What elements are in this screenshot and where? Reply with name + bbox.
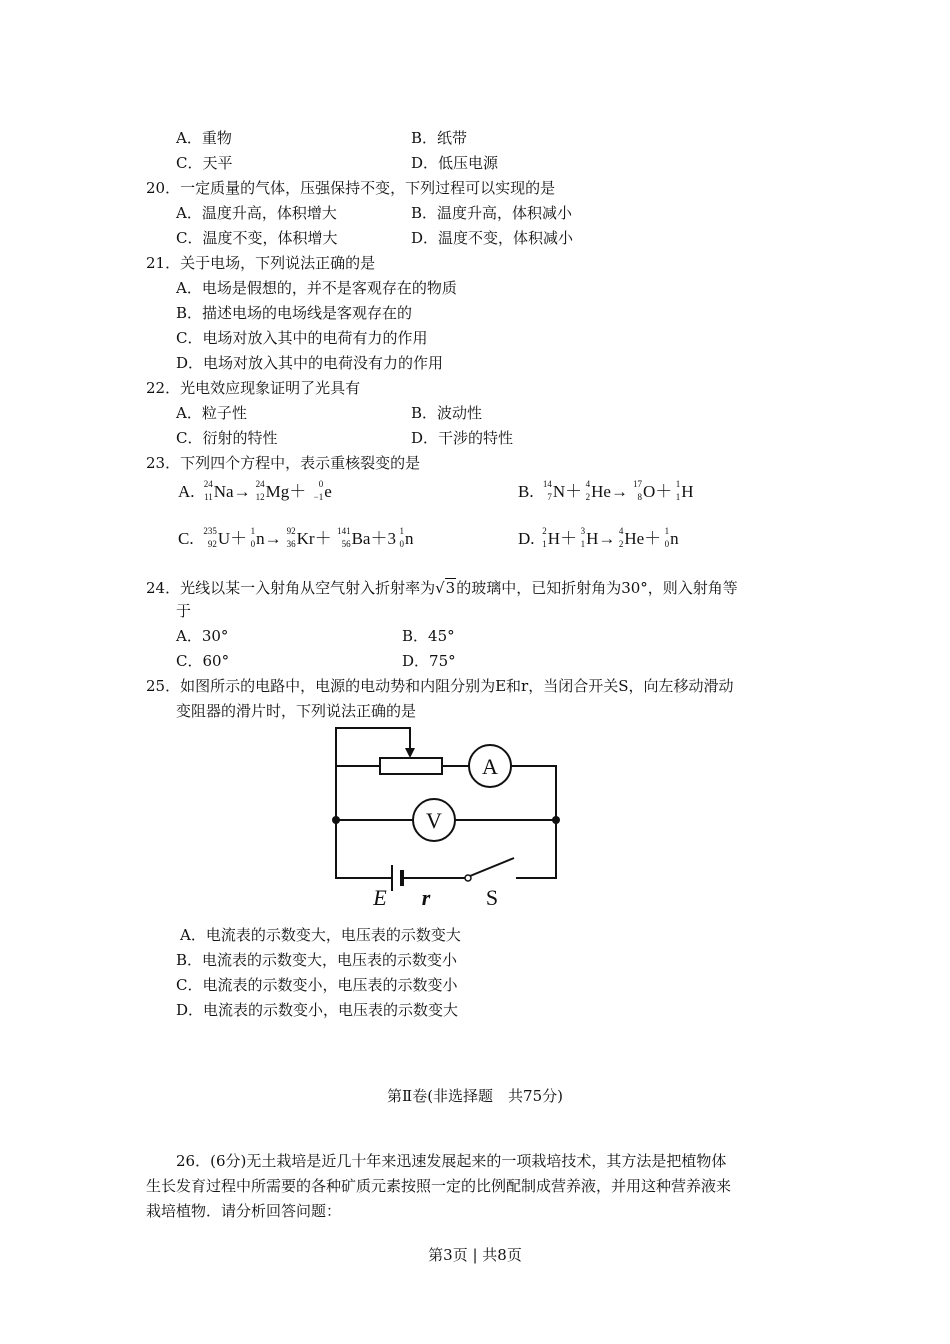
plus: ＋ <box>230 529 248 548</box>
nuclide-symbol: N <box>552 482 566 501</box>
wire-battery-left <box>336 820 392 878</box>
wire-switch-right <box>516 820 556 878</box>
q24-stem-post: 的玻璃中，已知折射角为30°，则入射角等 <box>456 579 738 597</box>
wire-ammeter-right <box>511 766 556 820</box>
emf-label: E <box>373 885 387 910</box>
atomic-number: 0 <box>250 539 256 549</box>
q20-option-c: C．温度不变，体积增大 <box>176 229 338 247</box>
mass-number: 4 <box>585 479 591 489</box>
q19-option-b: B．纸带 <box>411 129 468 147</box>
q21-stem: 21．关于电场，下列说法正确的是 <box>146 254 376 272</box>
plus: ＋3 <box>370 529 396 548</box>
mass-number: 1 <box>664 526 670 536</box>
atomic-number: 0 <box>664 539 670 549</box>
mass-number: 0 <box>318 479 324 489</box>
q22-stem: 22．光电效应现象证明了光具有 <box>146 379 361 397</box>
mass-number: 1 <box>250 526 256 536</box>
q20-option-d: D．温度不变，体积减小 <box>411 229 574 247</box>
q25-stem-line2: 变阻器的滑片时，下列说法正确的是 <box>176 702 417 720</box>
nuclide-symbol: e <box>324 482 332 501</box>
atomic-number: 11 <box>204 492 213 502</box>
nuclide-symbol: n <box>670 529 679 548</box>
nuclide-symbol: H <box>681 482 694 501</box>
mass-number: 1 <box>399 526 404 536</box>
atomic-number: 2 <box>585 492 591 502</box>
mass-number: 24 <box>203 479 213 489</box>
q26-line1: 26．(6分)无土栽培是近几十年来迅速发展起来的一项栽培技术，其方法是把植物体 <box>176 1152 727 1170</box>
q24-stem-line2: 于 <box>176 602 192 620</box>
q23-option-d <box>518 528 679 550</box>
mass-number: 235 <box>203 526 217 536</box>
mass-number: 17 <box>632 479 642 489</box>
q22-option-c: C．衍射的特性 <box>176 429 278 447</box>
q24-option-a: A．30° <box>176 627 229 645</box>
q20-stem: 20．一定质量的气体，压强保持不变，下列过程可以实现的是 <box>146 179 556 197</box>
q21-option-a: A．电场是假想的，并不是客观存在的物质 <box>176 279 457 297</box>
switch-blade <box>470 858 514 876</box>
q22-option-b: B．波动性 <box>411 404 483 422</box>
q24-option-b: B．45° <box>402 627 455 645</box>
q26-line2: 生长发育过程中所需要的各种矿质元素按照一定的比例配制成营养液，并用这种营养液来 <box>146 1177 732 1195</box>
arrow: → <box>264 529 282 548</box>
option-label: D. <box>518 529 535 548</box>
q20-option-b: B．温度升高，体积减小 <box>411 204 573 222</box>
q22-option-a: A．粒子性 <box>176 404 247 422</box>
junction-node-left <box>332 816 340 824</box>
mass-number: 4 <box>618 526 624 536</box>
atomic-number: 56 <box>341 539 351 549</box>
mass-number: 141 <box>337 526 351 536</box>
plus: ＋ <box>565 482 583 501</box>
nuclide-symbol: Mg <box>265 482 290 501</box>
q24-stem-pre: 24．光线以某一入射角从空气射入折射率为 <box>146 579 436 597</box>
q25-option-a: A．电流表的示数变大，电压表的示数变大 <box>180 926 461 944</box>
slider-arrow-icon <box>405 748 415 758</box>
atomic-number: 7 <box>547 492 552 502</box>
atomic-number: 8 <box>637 492 642 502</box>
atomic-number: 1 <box>580 539 586 549</box>
q21-option-c: C．电场对放入其中的电荷有力的作用 <box>176 329 428 347</box>
atomic-number: 92 <box>207 539 217 549</box>
q19-option-c: C．天平 <box>176 154 233 172</box>
q24-option-d: D．75° <box>402 652 456 670</box>
q26-line3: 栽培植物．请分析回答问题： <box>146 1202 342 1220</box>
mass-number: 92 <box>286 526 296 536</box>
switch-pivot <box>465 875 471 881</box>
sqrt-sign: √ <box>435 579 445 597</box>
nuclide-symbol: O <box>642 482 656 501</box>
nuclide-symbol: Ba <box>351 529 371 548</box>
atomic-number: 1 <box>542 539 547 549</box>
mass-number: 3 <box>580 526 586 536</box>
nuclide-symbol: He <box>591 482 611 501</box>
q23-stem: 23．下列四个方程中，表示重核裂变的是 <box>146 454 421 472</box>
switch-label: S <box>485 885 499 910</box>
arrow: → <box>610 482 628 501</box>
mass-number: 2 <box>542 526 547 536</box>
nuclide-symbol: H <box>586 529 599 548</box>
atomic-number: −1 <box>313 492 324 502</box>
plus: ＋ <box>560 529 578 548</box>
plus: ＋ <box>314 529 332 548</box>
option-label: C. <box>178 529 194 548</box>
voltmeter-label: V <box>426 808 442 833</box>
atomic-number: 2 <box>618 539 624 549</box>
q25-stem-line1: 25．如图所示的电路中，电源的电动势和内阻分别为E和r，当闭合开关S，向左移动滑动 <box>146 677 734 695</box>
atomic-number: 1 <box>675 492 681 502</box>
q23-option-c <box>178 528 413 550</box>
option-label: A. <box>178 482 195 501</box>
plus: ＋ <box>655 482 673 501</box>
nuclide-symbol: Kr <box>296 529 315 548</box>
q25-option-b: B．电流表的示数变大，电压表的示数变小 <box>176 951 458 969</box>
circuit-diagram <box>322 722 572 912</box>
q24-stem <box>146 578 738 598</box>
q24-option-c: C．60° <box>176 652 230 670</box>
atomic-number: 0 <box>399 539 404 549</box>
atomic-number: 12 <box>255 492 265 502</box>
junction-node-right <box>552 816 560 824</box>
q20-option-a: A．温度升高，体积增大 <box>176 204 337 222</box>
section-heading: 第Ⅱ卷(非选择题 共75分) <box>387 1087 563 1105</box>
q22-option-d: D．干涉的特性 <box>411 429 514 447</box>
nuclide-symbol: H <box>547 529 561 548</box>
plus: ＋ <box>289 482 307 501</box>
q19-option-a: A．重物 <box>176 129 232 147</box>
q25-option-c: C．电流表的示数变小，电压表的示数变小 <box>176 976 458 994</box>
q19-option-d: D．低压电源 <box>411 154 499 172</box>
rheostat <box>380 758 442 774</box>
q23-option-a <box>178 481 332 503</box>
nuclide-symbol: He <box>624 529 645 548</box>
q21-option-d: D．电场对放入其中的电荷没有力的作用 <box>176 354 444 372</box>
page-footer: 第3页 | 共8页 <box>428 1246 522 1264</box>
q21-option-b: B．描述电场的电场线是客观存在的 <box>176 304 413 322</box>
mass-number: 1 <box>675 479 681 489</box>
nuclide-symbol: U <box>217 529 231 548</box>
plus: ＋ <box>644 529 662 548</box>
arrow: → <box>233 482 251 501</box>
nuclide-symbol: n <box>256 529 265 548</box>
q23-option-b <box>518 481 694 503</box>
mass-number: 14 <box>542 479 552 489</box>
nuclide-symbol: Na <box>213 482 234 501</box>
atomic-number: 36 <box>286 539 296 549</box>
mass-number: 24 <box>255 479 265 489</box>
arrow: → <box>598 529 616 548</box>
q25-option-d: D．电流表的示数变小，电压表的示数变大 <box>176 1001 459 1019</box>
nuclide-symbol: n <box>404 529 414 548</box>
sqrt-value: 3 <box>445 579 456 597</box>
internal-resistance-label: r <box>421 885 431 910</box>
ammeter-label: A <box>482 754 498 779</box>
option-label: B. <box>518 482 534 501</box>
